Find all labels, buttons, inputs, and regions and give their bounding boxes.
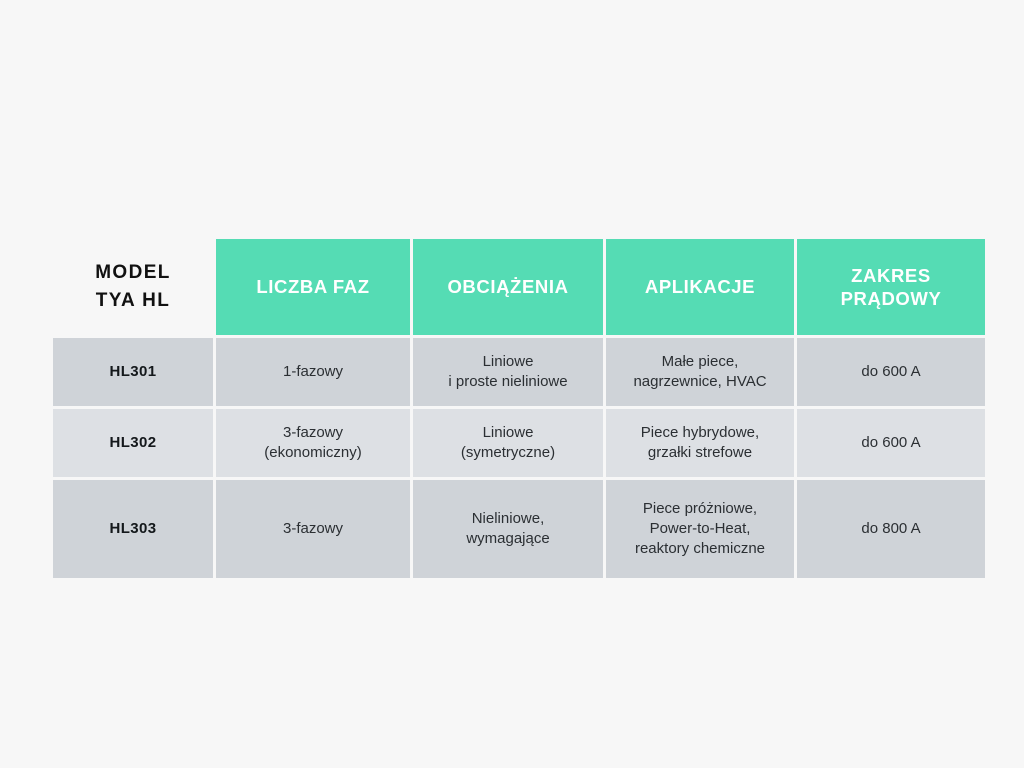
corner-title-line-1: MODEL [95, 262, 171, 284]
table-header [53, 239, 985, 335]
cell-text-line-1: Małe piece, [661, 352, 739, 370]
cell-model-hl302: HL302 [53, 409, 213, 477]
cell-obciazenia-hl301 [413, 338, 603, 406]
cell-fazy-hl301: 1-fazowy [216, 338, 410, 406]
column-header-liczba-faz: LICZBA FAZ [216, 239, 410, 335]
cell-text-line-3: reaktory chemiczne [634, 540, 766, 558]
column-header-zakres-line-2: PRĄDOWY [840, 288, 942, 309]
cell-text-line-2: wymagające [466, 530, 550, 547]
header-row [53, 239, 985, 335]
cell-text-line-2: (symetryczne) [460, 444, 556, 461]
cell-text-line-1: Nieliniowe, [471, 509, 545, 527]
column-header-obciazenia: OBCIĄŻENIA [413, 239, 603, 335]
cell-model-hl303: HL303 [53, 480, 213, 578]
corner-title-line-2: TYA HL [95, 290, 171, 311]
cell-obciazenia-hl302 [413, 409, 603, 477]
cell-text-line-2: (ekonomiczny) [264, 444, 362, 461]
cell-text-line-1: Liniowe [482, 423, 534, 441]
cell-model-hl301: HL301 [53, 338, 213, 406]
table-row [53, 409, 985, 477]
cell-text-line-1: Piece próżniowe, [642, 499, 758, 517]
table-corner-title [53, 239, 213, 335]
cell-zakres-hl301: do 600 A [797, 338, 985, 406]
cell-zakres-hl303: do 800 A [797, 480, 985, 578]
cell-zakres-hl302: do 600 A [797, 409, 985, 477]
cell-obciazenia-hl303 [413, 480, 603, 578]
column-header-zakres-line-1: ZAKRES [851, 264, 931, 286]
cell-fazy-hl303: 3-fazowy [216, 480, 410, 578]
spec-table-container [50, 236, 972, 581]
cell-text-line-1: 3-fazowy [282, 423, 344, 441]
table-row [53, 480, 985, 578]
cell-aplikacje-hl301 [606, 338, 794, 406]
cell-aplikacje-hl302 [606, 409, 794, 477]
cell-text-line-1: Liniowe [482, 352, 534, 370]
cell-text-line-2: grzałki strefowe [647, 444, 753, 461]
cell-fazy-hl302 [216, 409, 410, 477]
cell-text-line-1: Piece hybrydowe, [640, 423, 760, 441]
column-header-aplikacje: APLIKACJE [606, 239, 794, 335]
cell-text-line-2: i proste nieliniowe [448, 373, 568, 390]
column-header-zakres-pradowy [797, 239, 985, 335]
cell-aplikacje-hl303 [606, 480, 794, 578]
table-row [53, 338, 985, 406]
specification-table [50, 236, 988, 581]
cell-text-line-2: Power-to-Heat, [649, 519, 751, 537]
table-body [53, 338, 985, 578]
cell-text-line-2: nagrzewnice, HVAC [633, 373, 767, 390]
